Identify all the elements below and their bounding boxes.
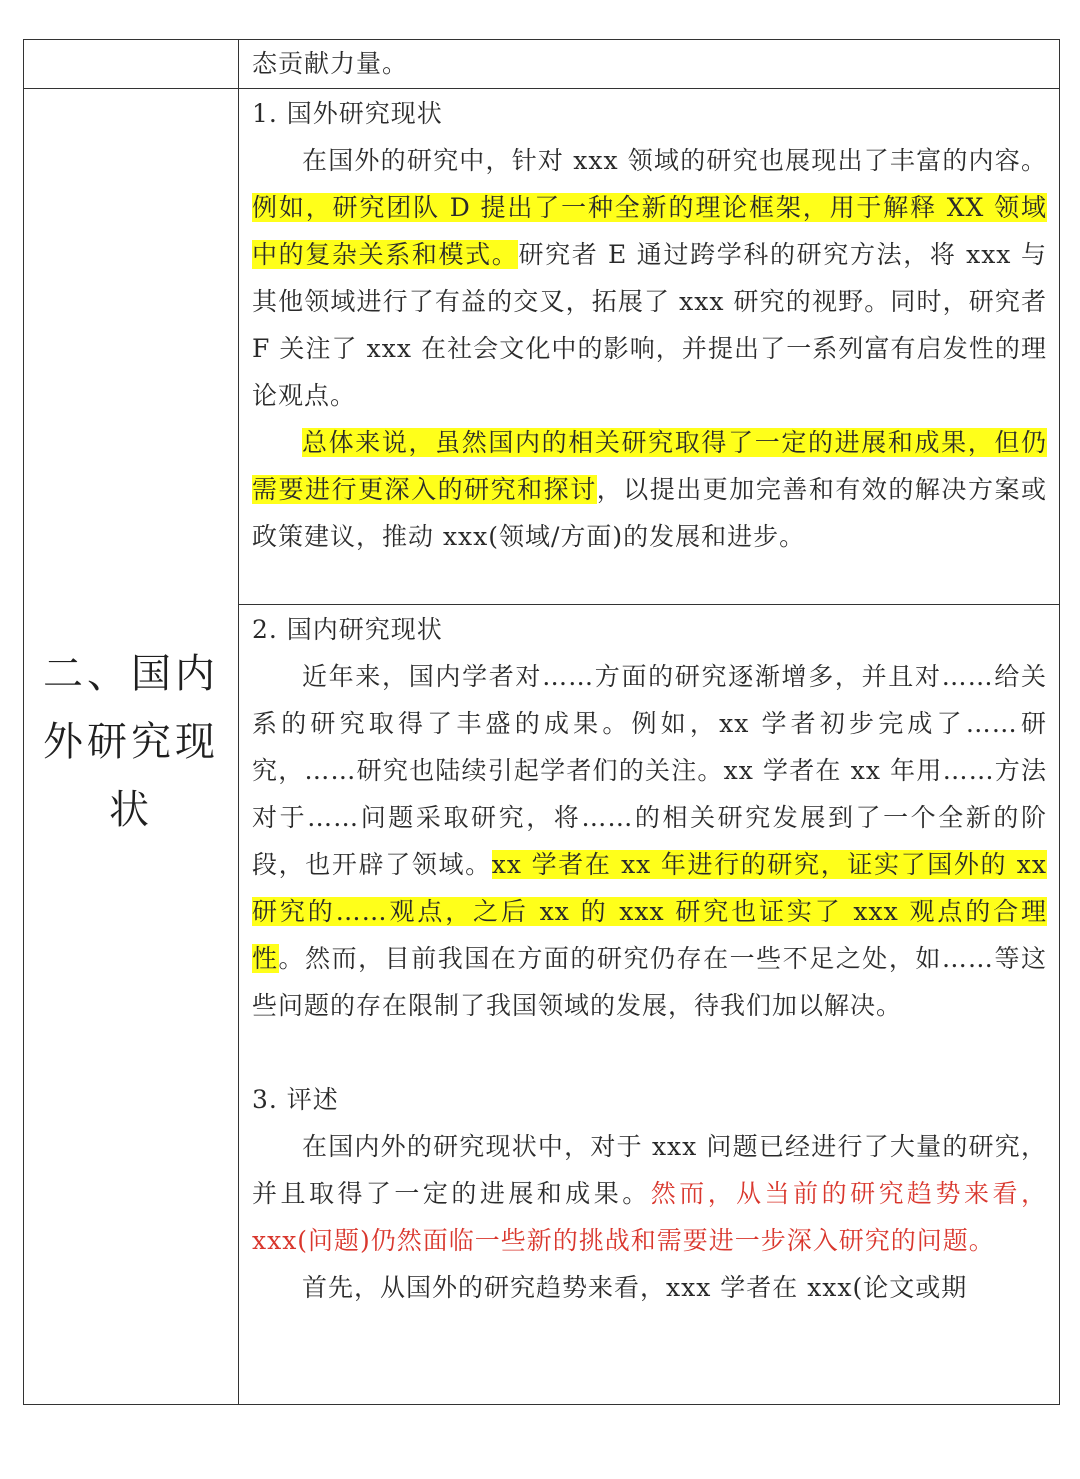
review-p1-red-text: 然而，从当前的研究趋势来看，xxx(问题)仍然面临一些新的挑战和需要进一步深入研究的问题。 (252, 1179, 1047, 1255)
domestic-p1-text-a: 近年来，国内学者对……方面的研究逐渐增多，并且对……给关系的研究取得了丰盛的成果。例如，xx 学者初步完成了……研究，……研究也陆续引起学者们的关注。xx 学者在 xx 年用……方法对于……问题采取研究，将……的相关研究发展到了一个全新的阶段，也开辟了领域。 (252, 662, 1047, 879)
section-heading-line-2: 外研究现 (43, 719, 219, 765)
section-heading (24, 640, 238, 844)
section-heading-line-3: 状 (109, 787, 153, 833)
domestic-p1-text-b: 。然而，目前我国在方面的研究仍存在一些不足之处，如……等这些问题的存在限制了我国领域的发展，待我们加以解决。 (252, 944, 1047, 1020)
domestic-paragraph-1 (252, 653, 1047, 1029)
foreign-paragraph-1 (252, 137, 1047, 419)
domestic-p1-highlight: xx 学者在 xx 年进行的研究，证实了国外的 xx 研究的……观点，之后 xx 的 xxx 研究也证实了 xxx 观点的合理性 (252, 850, 1047, 973)
foreign-p1-highlight: 例如，研究团队 D 提出了一种全新的理论框架，用于解释 XX 领域中的复杂关系和模式。 (252, 193, 1047, 269)
foreign-p2-highlight: 总体来说，虽然国内的相关研究取得了一定的进展和成果，但仍需要进行更深入的研究和探讨 (252, 428, 1047, 504)
foreign-p2-text-b: ，以提出更加完善和有效的解决方案或政策建议，推动 xxx(领域/方面)的发展和进步。 (252, 475, 1047, 551)
section-heading-line-1: 二、国内 (43, 651, 219, 697)
domestic-research-title: 2. 国内研究现状 (252, 615, 443, 644)
review-paragraph-1 (252, 1123, 1047, 1264)
row-divider-top (24, 88, 1059, 89)
foreign-research-title: 1. 国外研究现状 (252, 99, 443, 128)
review-p1-text-a: 在国内外的研究现状中，对于 xxx 问题已经进行了大量的研究，并且取得了一定的进展和成果。 (252, 1132, 1047, 1208)
top-cell (252, 40, 1047, 87)
column-divider (238, 40, 239, 1404)
row-divider-sub (238, 604, 1059, 605)
foreign-p1-text-b: 研究者 E 通过跨学科的研究方法，将 xxx 与其他领域进行了有益的交叉，拓展了 xxx 研究的视野。同时，研究者 F 关注了 xxx 在社会文化中的影响，并提出了一系列富有启发性的理论观点。 (252, 240, 1047, 410)
top-cell-text: 态贡献力量。 (252, 49, 409, 78)
review-title: 3. 评述 (252, 1085, 339, 1114)
foreign-p1-text-a: 在国外的研究中，针对 xxx 领域的研究也展现出了丰富的内容。 (302, 146, 1047, 175)
review-paragraph-2: 首先，从国外的研究趋势来看，xxx 学者在 xxx(论文或期 (302, 1273, 968, 1302)
research-status-table (23, 39, 1060, 1405)
foreign-research-cell (252, 90, 1047, 560)
domestic-research-cell (252, 606, 1047, 1311)
foreign-paragraph-2 (252, 419, 1047, 560)
